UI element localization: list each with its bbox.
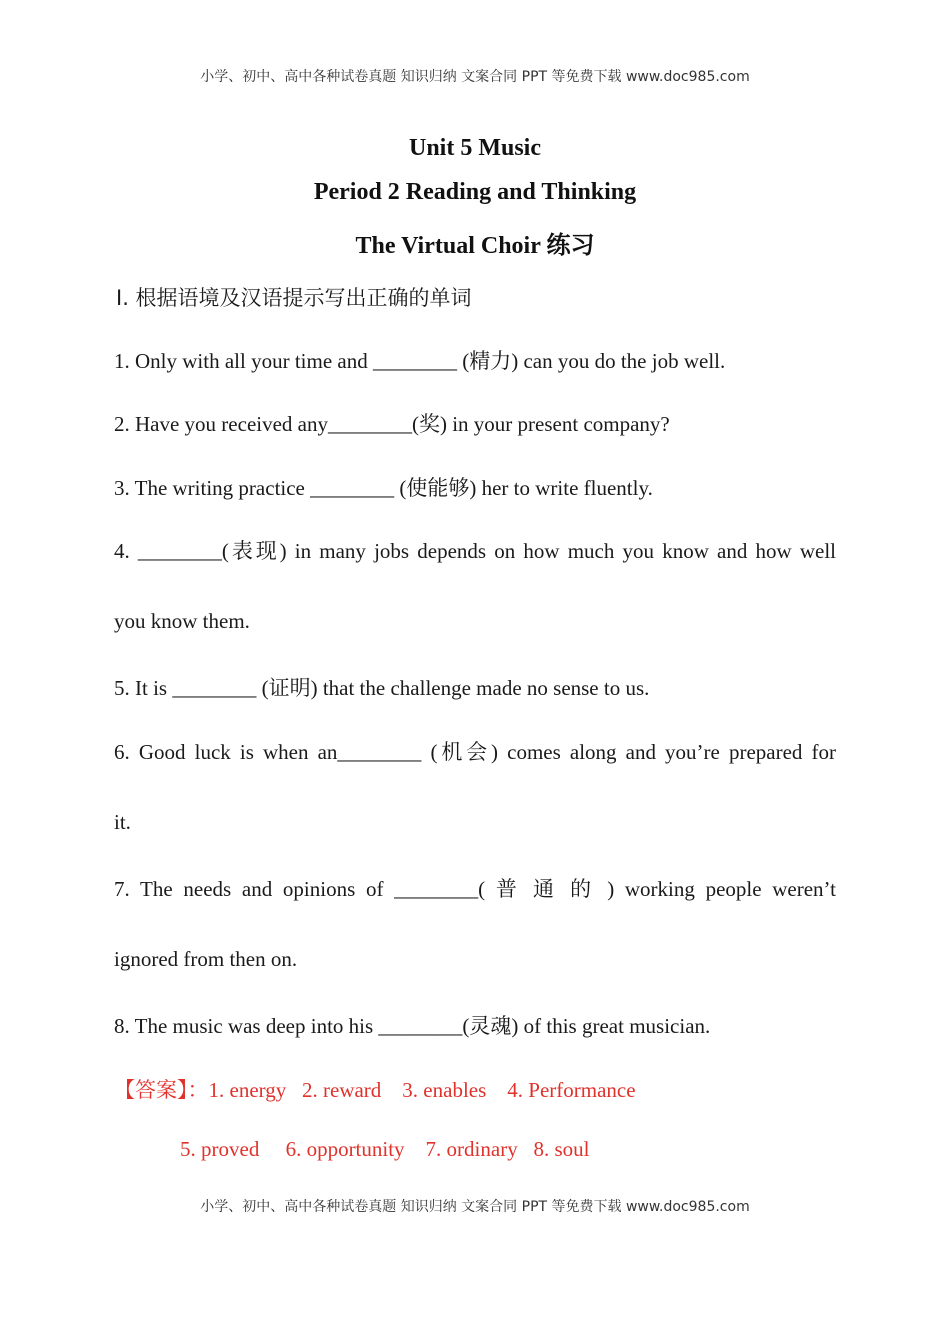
lesson-title: The Virtual Choir 练习: [355, 233, 595, 259]
header-banner: 小学、初中、高中各种试卷真题 知识归纳 文案合同 PPT 等免费下载 www.doc985.com: [200, 69, 750, 85]
question-4-line-1: 4. ________(表现) in many jobs depends on how much you know and how well: [114, 539, 836, 563]
unit-title: Unit 5 Music: [409, 135, 541, 161]
question-5: 5. It is ________ (证明) that the challenge made no sense to us.: [114, 676, 650, 700]
question-3: 3. The writing practice ________ (使能够) her to write fluently.: [114, 476, 653, 500]
footer-banner: 小学、初中、高中各种试卷真题 知识归纳 文案合同 PPT 等免费下载 www.doc985.com: [200, 1199, 750, 1215]
question-7-line-1: 7. The needs and opinions of ________( 普 通 的 ) working people weren’t: [114, 877, 836, 901]
question-7-line-2: ignored from then on.: [114, 947, 298, 971]
answer-line-2: 5. proved 6. opportunity 7. ordinary 8. soul: [180, 1137, 590, 1161]
question-2: 2. Have you received any________(奖) in your present company?: [114, 412, 670, 436]
section-heading: Ⅰ. 根据语境及汉语提示写出正确的单词: [116, 286, 472, 310]
question-8: 8. The music was deep into his ________(灵魂) of this great musician.: [114, 1014, 711, 1038]
answer-label: 【答案】：: [114, 1078, 209, 1102]
answer-line-1: [114, 1074, 836, 1104]
question-1: 1. Only with all your time and ________ (精力) can you do the job well.: [114, 349, 726, 373]
question-6-line-2: it.: [114, 810, 131, 834]
period-title: Period 2 Reading and Thinking: [313, 179, 637, 205]
answer-values-1: 1. energy 2. reward 3. enables 4. Performance: [208, 1078, 636, 1102]
question-6-line-1: 6. Good luck is when an________ (机会) comes along and you’re prepared for: [114, 740, 836, 764]
question-4-line-2: you know them.: [114, 609, 250, 633]
